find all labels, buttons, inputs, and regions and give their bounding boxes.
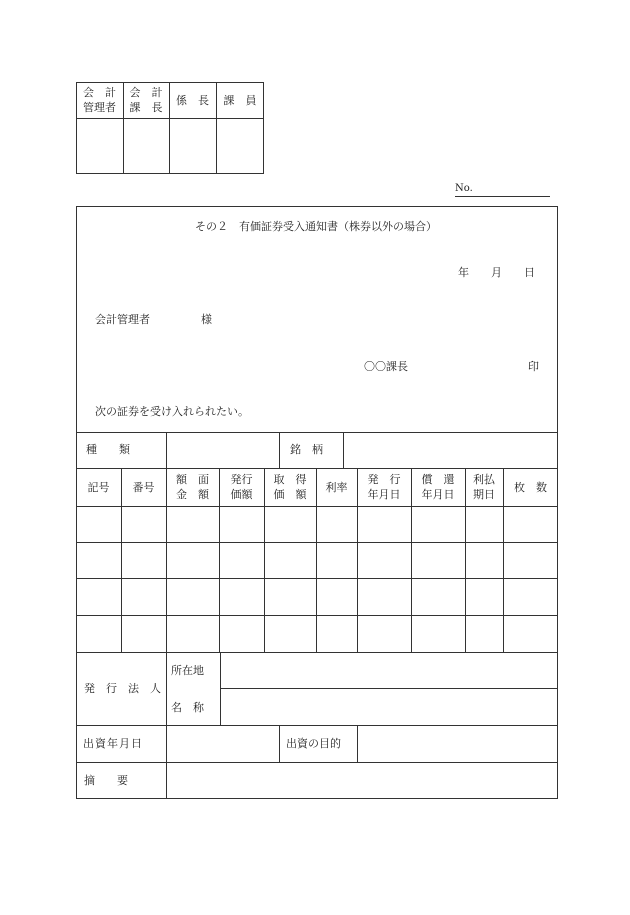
summary-field[interactable]	[167, 763, 557, 798]
form-title: その２ 有価証券受入通知書（株券以外の場合）	[195, 220, 437, 233]
stamp-slot-accounting-chief[interactable]	[123, 119, 169, 174]
type-field[interactable]	[167, 433, 279, 468]
stamp-header-accounting-manager: 会 計 管理者	[83, 86, 116, 114]
stamp-slot-accounting-manager[interactable]	[76, 119, 123, 174]
location-field[interactable]	[221, 653, 557, 688]
addressee: 会計管理者	[95, 313, 150, 326]
issuer-label: 発 行 法 人	[84, 682, 161, 695]
investment-date-label: 出資年月日	[83, 737, 143, 750]
stamp-slot-staff[interactable]	[216, 119, 264, 174]
type-label: 種 類	[86, 443, 130, 456]
seal-mark: 印	[528, 360, 539, 373]
col-count: 枚 数	[514, 481, 547, 494]
number-label: No.	[455, 183, 473, 194]
col-acquisition-price: 取 得 価 額	[273, 473, 307, 501]
investment-date-field[interactable]	[167, 726, 279, 762]
col-symbol: 記号	[87, 481, 110, 494]
col-interest-rate: 利率	[325, 481, 348, 494]
sender: 〇〇課長	[364, 360, 408, 373]
name-field[interactable]	[221, 689, 557, 725]
brand-label: 銘 柄	[290, 443, 323, 456]
name-label: 名 称	[171, 701, 204, 714]
stamp-slot-section-chief[interactable]	[169, 119, 216, 174]
date-line: 年 月 日	[458, 266, 535, 279]
col-interest-payment-date: 利払 期日	[473, 473, 495, 501]
location-label: 所在地	[171, 664, 204, 677]
body-text: 次の証券を受け入れられたい。	[95, 405, 249, 418]
number-field-line	[455, 196, 550, 197]
brand-field[interactable]	[344, 433, 557, 468]
table-row[interactable]	[77, 543, 557, 578]
col-redemption-date: 償 還 年月日	[421, 473, 455, 501]
investment-purpose-label: 出資の目的	[286, 737, 341, 750]
number-field[interactable]	[472, 182, 550, 196]
investment-purpose-field[interactable]	[358, 726, 557, 762]
table-row[interactable]	[77, 616, 557, 652]
col-face-value: 額 面 金 額	[176, 473, 209, 501]
summary-label: 摘 要	[84, 774, 128, 787]
col-issue-date: 発 行 年月日	[367, 473, 401, 501]
col-number: 番号	[132, 481, 155, 494]
stamp-header-accounting-chief: 会 計 課 長	[129, 86, 163, 114]
stamp-header-section-chief: 係 長	[176, 94, 209, 107]
table-row[interactable]	[77, 579, 557, 615]
approval-stamp-box	[76, 82, 264, 174]
addressee-honorific: 様	[201, 313, 212, 326]
col-issue-price: 発行 価額	[230, 473, 253, 501]
table-row[interactable]	[77, 507, 557, 542]
stamp-header-staff: 課 員	[223, 94, 257, 107]
